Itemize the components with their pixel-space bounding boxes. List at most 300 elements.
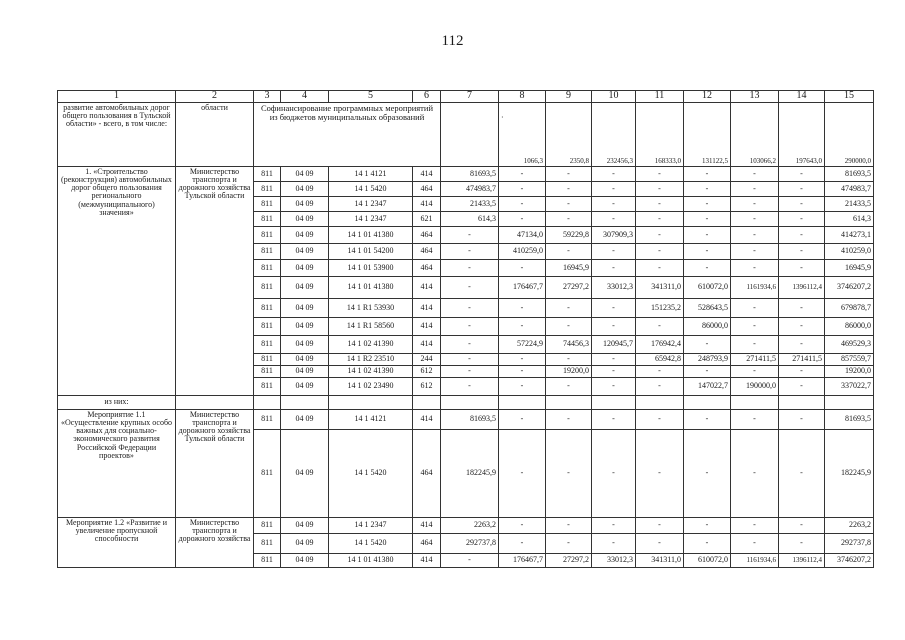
program-value-col13: 271411,5 — [731, 354, 779, 366]
column-number-15: 15 — [825, 91, 874, 103]
measure-1-2-value-col14: - — [779, 518, 825, 534]
measure-1-2-row — [58, 518, 874, 534]
program-csr: 14 1 02 41390 — [329, 336, 413, 354]
program-value-col8: 410259,0 — [499, 244, 546, 260]
program-csr: 14 1 4121 — [329, 167, 413, 182]
program-vr: 464 — [413, 260, 441, 277]
program-value-col10: - — [592, 167, 636, 182]
program-value-col10: - — [592, 366, 636, 378]
column-number-7: 7 — [441, 91, 499, 103]
program-grbs: 811 — [254, 260, 281, 277]
measure-1-1-grbs: 811 — [254, 430, 281, 518]
measure-1-1-row — [58, 410, 874, 430]
program-value-col7: - — [441, 277, 499, 299]
program-value-col11: - — [636, 227, 684, 244]
program-grbs: 811 — [254, 378, 281, 396]
program-vr: 464 — [413, 244, 441, 260]
program-value-col9: - — [546, 318, 592, 336]
program-org: Министерство транспорта и дорожного хозяйства Тульской области — [176, 167, 254, 396]
program-value-col11: - — [636, 244, 684, 260]
program-value-col7: - — [441, 318, 499, 336]
program-csr: 14 1 2347 — [329, 197, 413, 212]
measure-1-2-grbs: 811 — [254, 518, 281, 534]
cofinancing-note: Софинансирование программных мероприятий из бюджетов муниципальных образований — [254, 103, 441, 167]
measure-1-1-value-col13: - — [731, 430, 779, 518]
program-value-col11: - — [636, 197, 684, 212]
program-value-col9: - — [546, 197, 592, 212]
program-value-col10: - — [592, 197, 636, 212]
program-value-col9: - — [546, 182, 592, 197]
iz-nih-empty — [254, 396, 281, 410]
program-grbs: 811 — [254, 182, 281, 197]
measure-1-1-value-col10: - — [592, 410, 636, 430]
column-number-8: 8 — [499, 91, 546, 103]
column-number-3: 3 — [254, 91, 281, 103]
program-value-col12: - — [684, 212, 731, 227]
program-value-col12: - — [684, 182, 731, 197]
program-value-col11: - — [636, 167, 684, 182]
measure-1-1-value-col12: - — [684, 410, 731, 430]
column-number-14: 14 — [779, 91, 825, 103]
program-vr: 612 — [413, 378, 441, 396]
measure-1-1-csr: 14 1 5420 — [329, 430, 413, 518]
program-name: 1. «Строительство (реконструкция) автомобильных дорог общего пользования регионального (межмуниципального) значения» — [58, 167, 176, 396]
program-value-col14: - — [779, 318, 825, 336]
program-value-col11: - — [636, 378, 684, 396]
column-number-4: 4 — [281, 91, 329, 103]
program-row — [58, 167, 874, 182]
measure-1-2-rz-pr: 04 09 — [281, 554, 329, 568]
measure-1-2-value-col11: 341311,0 — [636, 554, 684, 568]
measure-1-1-rz-pr: 04 09 — [281, 430, 329, 518]
program-value-col15: 414273,1 — [825, 227, 874, 244]
iz-nih-empty — [546, 396, 592, 410]
program-value-col15: 81693,5 — [825, 167, 874, 182]
iz-nih-empty — [441, 396, 499, 410]
measure-1-1-value-col15: 182245,9 — [825, 430, 874, 518]
column-number-row — [58, 91, 874, 103]
program-value-col13: - — [731, 318, 779, 336]
page-number: 112 — [441, 33, 464, 49]
program-grbs: 811 — [254, 354, 281, 366]
program-value-col10: - — [592, 354, 636, 366]
program-value-col9: - — [546, 212, 592, 227]
program-value-col8: - — [499, 182, 546, 197]
measure-1-2-value-col12: - — [684, 534, 731, 554]
program-value-col8: - — [499, 167, 546, 182]
program-rz-pr: 04 09 — [281, 227, 329, 244]
program-value-col13: - — [731, 336, 779, 354]
measure-1-1-value-col12: - — [684, 430, 731, 518]
program-grbs: 811 — [254, 244, 281, 260]
program-value-col7: - — [441, 299, 499, 318]
column-number-1: 1 — [58, 91, 176, 103]
measure-1-2-value-col15: 2263,2 — [825, 518, 874, 534]
measure-1-2-csr: 14 1 5420 — [329, 534, 413, 554]
measure-1-1-value-col11: - — [636, 430, 684, 518]
program-value-col14: - — [779, 299, 825, 318]
total-row-org: области — [176, 103, 254, 167]
program-value-col10: 120945,7 — [592, 336, 636, 354]
measure-1-1-value-col7: 182245,9 — [441, 430, 499, 518]
program-rz-pr: 04 09 — [281, 212, 329, 227]
program-grbs: 811 — [254, 277, 281, 299]
program-value-col9: 74456,3 — [546, 336, 592, 354]
iz-nih-empty — [825, 396, 874, 410]
program-value-col15: 469529,3 — [825, 336, 874, 354]
program-value-col14: - — [779, 197, 825, 212]
program-value-col10: 33012,3 — [592, 277, 636, 299]
measure-1-2-value-col7: 292737,8 — [441, 534, 499, 554]
program-value-col13: 1161934,6 — [731, 277, 779, 299]
program-csr: 14 1 01 54200 — [329, 244, 413, 260]
program-value-col14: - — [779, 378, 825, 396]
program-value-col11: - — [636, 366, 684, 378]
measure-1-1-rz-pr: 04 09 — [281, 410, 329, 430]
program-rz-pr: 04 09 — [281, 318, 329, 336]
column-number-12: 12 — [684, 91, 731, 103]
total-value-col8: 2350,8 — [546, 103, 592, 167]
measure-1-2-vr: 414 — [413, 518, 441, 534]
total-value-col12: 103066,2 — [731, 103, 779, 167]
program-value-col14: - — [779, 182, 825, 197]
program-value-col13: - — [731, 366, 779, 378]
program-rz-pr: 04 09 — [281, 366, 329, 378]
measure-1-2-value-col11: - — [636, 518, 684, 534]
program-value-col10: 307909,3 — [592, 227, 636, 244]
program-value-col12: 86000,0 — [684, 318, 731, 336]
program-value-col9: - — [546, 244, 592, 260]
measure-1-2-vr: 464 — [413, 534, 441, 554]
program-value-col13: - — [731, 299, 779, 318]
measure-1-2-rz-pr: 04 09 — [281, 518, 329, 534]
program-value-col9: 19200,0 — [546, 366, 592, 378]
measure-1-1-value-col9: - — [546, 410, 592, 430]
total-row — [58, 103, 874, 167]
program-value-col8: 176467,7 — [499, 277, 546, 299]
program-value-col11: 341311,0 — [636, 277, 684, 299]
program-value-col12: - — [684, 197, 731, 212]
measure-1-2-vr: 414 — [413, 554, 441, 568]
program-value-col10: - — [592, 378, 636, 396]
program-grbs: 811 — [254, 167, 281, 182]
measure-1-2-value-col12: - — [684, 518, 731, 534]
measure-1-1-value-col9: - — [546, 430, 592, 518]
program-value-col11: 65942,8 — [636, 354, 684, 366]
iz-nih-empty — [592, 396, 636, 410]
iz-nih-empty — [281, 396, 329, 410]
program-value-col7: - — [441, 244, 499, 260]
program-csr: 14 1 01 53900 — [329, 260, 413, 277]
program-value-col11: 176942,4 — [636, 336, 684, 354]
measure-1-2-value-col7: 2263,2 — [441, 518, 499, 534]
measure-1-1-vr: 414 — [413, 410, 441, 430]
iz-nih-empty — [731, 396, 779, 410]
measure-1-2-value-col8: - — [499, 534, 546, 554]
program-value-col9: - — [546, 167, 592, 182]
program-value-col7: 21433,5 — [441, 197, 499, 212]
program-value-col8: - — [499, 378, 546, 396]
program-value-col15: 857559,7 — [825, 354, 874, 366]
program-value-col7: - — [441, 378, 499, 396]
measure-1-2-name: Мероприятие 1.2 «Развитие и увеличение пропускной способности — [58, 518, 176, 568]
measure-1-2-csr: 14 1 01 41380 — [329, 554, 413, 568]
program-value-col7: - — [441, 336, 499, 354]
program-value-col15: 21433,5 — [825, 197, 874, 212]
measure-1-1-value-col8: - — [499, 430, 546, 518]
program-value-col12: - — [684, 366, 731, 378]
program-rz-pr: 04 09 — [281, 197, 329, 212]
total-value — [499, 103, 546, 167]
program-value-col15: 3746207,2 — [825, 277, 874, 299]
program-value-col13: - — [731, 167, 779, 182]
budget-table — [57, 90, 874, 568]
program-value-col7: - — [441, 227, 499, 244]
measure-1-1-csr: 14 1 4121 — [329, 410, 413, 430]
total-row-col6 — [441, 103, 499, 167]
total-row-name: развитие автомобильных дорог общего пользования в Тульской области» - всего, в том числе: — [58, 103, 176, 167]
measure-1-2-value-col13: 1161934,6 — [731, 554, 779, 568]
program-value-col12: 610072,0 — [684, 277, 731, 299]
program-grbs: 811 — [254, 318, 281, 336]
iz-nih-empty — [176, 396, 254, 410]
program-value-col15: 19200,0 — [825, 366, 874, 378]
program-grbs: 811 — [254, 299, 281, 318]
program-rz-pr: 04 09 — [281, 167, 329, 182]
program-value-col15: 614,3 — [825, 212, 874, 227]
measure-1-1-value-col10: - — [592, 430, 636, 518]
program-rz-pr: 04 09 — [281, 277, 329, 299]
program-vr: 414 — [413, 197, 441, 212]
total-value-col10: 168333,0 — [636, 103, 684, 167]
program-value-col9: - — [546, 299, 592, 318]
program-value-col11: - — [636, 212, 684, 227]
column-number-2: 2 — [176, 91, 254, 103]
program-vr: 414 — [413, 299, 441, 318]
measure-1-2-value-col10: - — [592, 518, 636, 534]
measure-1-2-value-col15: 3746207,2 — [825, 554, 874, 568]
iz-nih-empty — [636, 396, 684, 410]
program-value-col12: - — [684, 260, 731, 277]
measure-1-1-value-col11: - — [636, 410, 684, 430]
program-csr: 14 1 2347 — [329, 212, 413, 227]
program-value-col8: 47134,0 — [499, 227, 546, 244]
program-value-col13: - — [731, 244, 779, 260]
program-vr: 414 — [413, 277, 441, 299]
program-vr: 621 — [413, 212, 441, 227]
column-number-10: 10 — [592, 91, 636, 103]
measure-1-2-value-col10: 33012,3 — [592, 554, 636, 568]
measure-1-2-value-col8: 176467,7 — [499, 554, 546, 568]
program-grbs: 811 — [254, 366, 281, 378]
program-value-col13: - — [731, 212, 779, 227]
program-value-col7: 81693,5 — [441, 167, 499, 182]
measure-1-2-grbs: 811 — [254, 534, 281, 554]
program-grbs: 811 — [254, 212, 281, 227]
program-value-col8: - — [499, 354, 546, 366]
measure-1-2-value-col14: 1396112,4 — [779, 554, 825, 568]
program-value-col7: - — [441, 366, 499, 378]
program-value-col11: - — [636, 182, 684, 197]
program-value-col9: 27297,2 — [546, 277, 592, 299]
program-rz-pr: 04 09 — [281, 336, 329, 354]
program-csr: 14 1 R1 58560 — [329, 318, 413, 336]
iz-nih-empty — [413, 396, 441, 410]
total-value-col14: 290000,0 — [825, 103, 874, 167]
program-value-col12: 528643,5 — [684, 299, 731, 318]
iz-nih-empty — [684, 396, 731, 410]
iz-nih-empty — [329, 396, 413, 410]
program-value-col8: - — [499, 318, 546, 336]
measure-1-1-value-col8: - — [499, 410, 546, 430]
column-number-9: 9 — [546, 91, 592, 103]
program-value-col13: - — [731, 260, 779, 277]
measure-1-2-rz-pr: 04 09 — [281, 534, 329, 554]
program-rz-pr: 04 09 — [281, 260, 329, 277]
measure-1-2-value-col7: - — [441, 554, 499, 568]
column-number-5: 5 — [329, 91, 413, 103]
program-vr: 464 — [413, 182, 441, 197]
measure-1-2-value-col12: 610072,0 — [684, 554, 731, 568]
program-vr: 414 — [413, 167, 441, 182]
program-value-col7: 614,3 — [441, 212, 499, 227]
measure-1-2-value-col9: - — [546, 518, 592, 534]
program-value-col14: 271411,5 — [779, 354, 825, 366]
program-value-col15: 410259,0 — [825, 244, 874, 260]
program-value-col13: 190000,0 — [731, 378, 779, 396]
program-value-col10: - — [592, 299, 636, 318]
program-value-col8: - — [499, 260, 546, 277]
measure-1-2-csr: 14 1 2347 — [329, 518, 413, 534]
measure-1-2-value-col13: - — [731, 534, 779, 554]
program-value-col11: - — [636, 318, 684, 336]
total-tick-mark: · — [501, 112, 504, 122]
measure-1-2-value-col13: - — [731, 518, 779, 534]
program-csr: 14 1 R2 23510 — [329, 354, 413, 366]
column-number-13: 13 — [731, 91, 779, 103]
program-value-col8: - — [499, 212, 546, 227]
measure-1-2-value-col14: - — [779, 534, 825, 554]
program-rz-pr: 04 09 — [281, 354, 329, 366]
program-value-col12: 248793,9 — [684, 354, 731, 366]
iz-nih-row — [58, 396, 874, 410]
program-value-col14: 1396112,4 — [779, 277, 825, 299]
measure-1-2-grbs: 811 — [254, 554, 281, 568]
program-value-col15: 16945,9 — [825, 260, 874, 277]
measure-1-2-org: Министерство транспорта и дорожного хозяйства — [176, 518, 254, 568]
program-rz-pr: 04 09 — [281, 244, 329, 260]
program-value-col8: - — [499, 366, 546, 378]
program-vr: 244 — [413, 354, 441, 366]
total-value-col11: 131122,5 — [684, 103, 731, 167]
program-value-col15: 474983,7 — [825, 182, 874, 197]
measure-1-1-org: Министерство транспорта и дорожного хозяйства Тульской области — [176, 410, 254, 518]
iz-nih-empty — [779, 396, 825, 410]
column-number-11: 11 — [636, 91, 684, 103]
program-value-col10: - — [592, 244, 636, 260]
program-rz-pr: 04 09 — [281, 299, 329, 318]
measure-1-1-grbs: 811 — [254, 410, 281, 430]
measure-1-1-name: Мероприятие 1.1 «Осуществление крупных особо важных для социально-экономического развития Российской Федерации проектов» — [58, 410, 176, 518]
program-value-col13: - — [731, 197, 779, 212]
program-csr: 14 1 01 41380 — [329, 277, 413, 299]
program-value-col10: - — [592, 318, 636, 336]
program-value-col15: 86000,0 — [825, 318, 874, 336]
program-value-col7: - — [441, 354, 499, 366]
measure-1-2-value-col15: 292737,8 — [825, 534, 874, 554]
program-csr: 14 1 R1 53930 — [329, 299, 413, 318]
measure-1-1-value-col13: - — [731, 410, 779, 430]
program-value-col12: - — [684, 244, 731, 260]
program-value-col14: - — [779, 227, 825, 244]
program-value-col9: - — [546, 354, 592, 366]
measure-1-1-value-col14: - — [779, 430, 825, 518]
program-csr: 14 1 02 41390 — [329, 366, 413, 378]
program-value-col14: - — [779, 167, 825, 182]
measure-1-2-value-col9: - — [546, 534, 592, 554]
total-value-col13: 197643,0 — [779, 103, 825, 167]
measure-1-1-value-col14: - — [779, 410, 825, 430]
measure-1-2-value-col10: - — [592, 534, 636, 554]
program-grbs: 811 — [254, 197, 281, 212]
program-value-col14: - — [779, 366, 825, 378]
program-value-col14: - — [779, 244, 825, 260]
program-vr: 414 — [413, 318, 441, 336]
program-value-col14: - — [779, 336, 825, 354]
program-value-col11: 151235,2 — [636, 299, 684, 318]
program-value-col8: 57224,9 — [499, 336, 546, 354]
measure-1-2-value-col11: - — [636, 534, 684, 554]
program-grbs: 811 — [254, 336, 281, 354]
total-value-col9: 232456,3 — [592, 103, 636, 167]
measure-1-2-value-col8: - — [499, 518, 546, 534]
total-value-col7: 1066,3 — [523, 156, 543, 165]
program-value-col10: - — [592, 182, 636, 197]
measure-1-1-value-col15: 81693,5 — [825, 410, 874, 430]
program-value-col10: - — [592, 212, 636, 227]
program-value-col13: - — [731, 182, 779, 197]
measure-1-1-value-col7: 81693,5 — [441, 410, 499, 430]
program-value-col8: - — [499, 197, 546, 212]
program-value-col9: 16945,9 — [546, 260, 592, 277]
program-csr: 14 1 01 41380 — [329, 227, 413, 244]
column-number-6: 6 — [413, 91, 441, 103]
program-vr: 612 — [413, 366, 441, 378]
iz-nih-label: из них: — [58, 396, 176, 410]
program-value-col15: 679878,7 — [825, 299, 874, 318]
program-value-col10: - — [592, 260, 636, 277]
program-value-col14: - — [779, 212, 825, 227]
program-value-col12: - — [684, 336, 731, 354]
program-value-col12: - — [684, 227, 731, 244]
program-value-col15: 337022,7 — [825, 378, 874, 396]
program-value-col11: - — [636, 260, 684, 277]
program-vr: 464 — [413, 227, 441, 244]
program-csr: 14 1 02 23490 — [329, 378, 413, 396]
program-value-col9: - — [546, 378, 592, 396]
program-vr: 414 — [413, 336, 441, 354]
program-csr: 14 1 5420 — [329, 182, 413, 197]
measure-1-1-vr: 464 — [413, 430, 441, 518]
program-value-col12: - — [684, 167, 731, 182]
program-rz-pr: 04 09 — [281, 182, 329, 197]
program-value-col13: - — [731, 227, 779, 244]
iz-nih-empty — [499, 396, 546, 410]
measure-1-2-value-col9: 27297,2 — [546, 554, 592, 568]
program-value-col14: - — [779, 260, 825, 277]
program-value-col7: 474983,7 — [441, 182, 499, 197]
program-grbs: 811 — [254, 227, 281, 244]
